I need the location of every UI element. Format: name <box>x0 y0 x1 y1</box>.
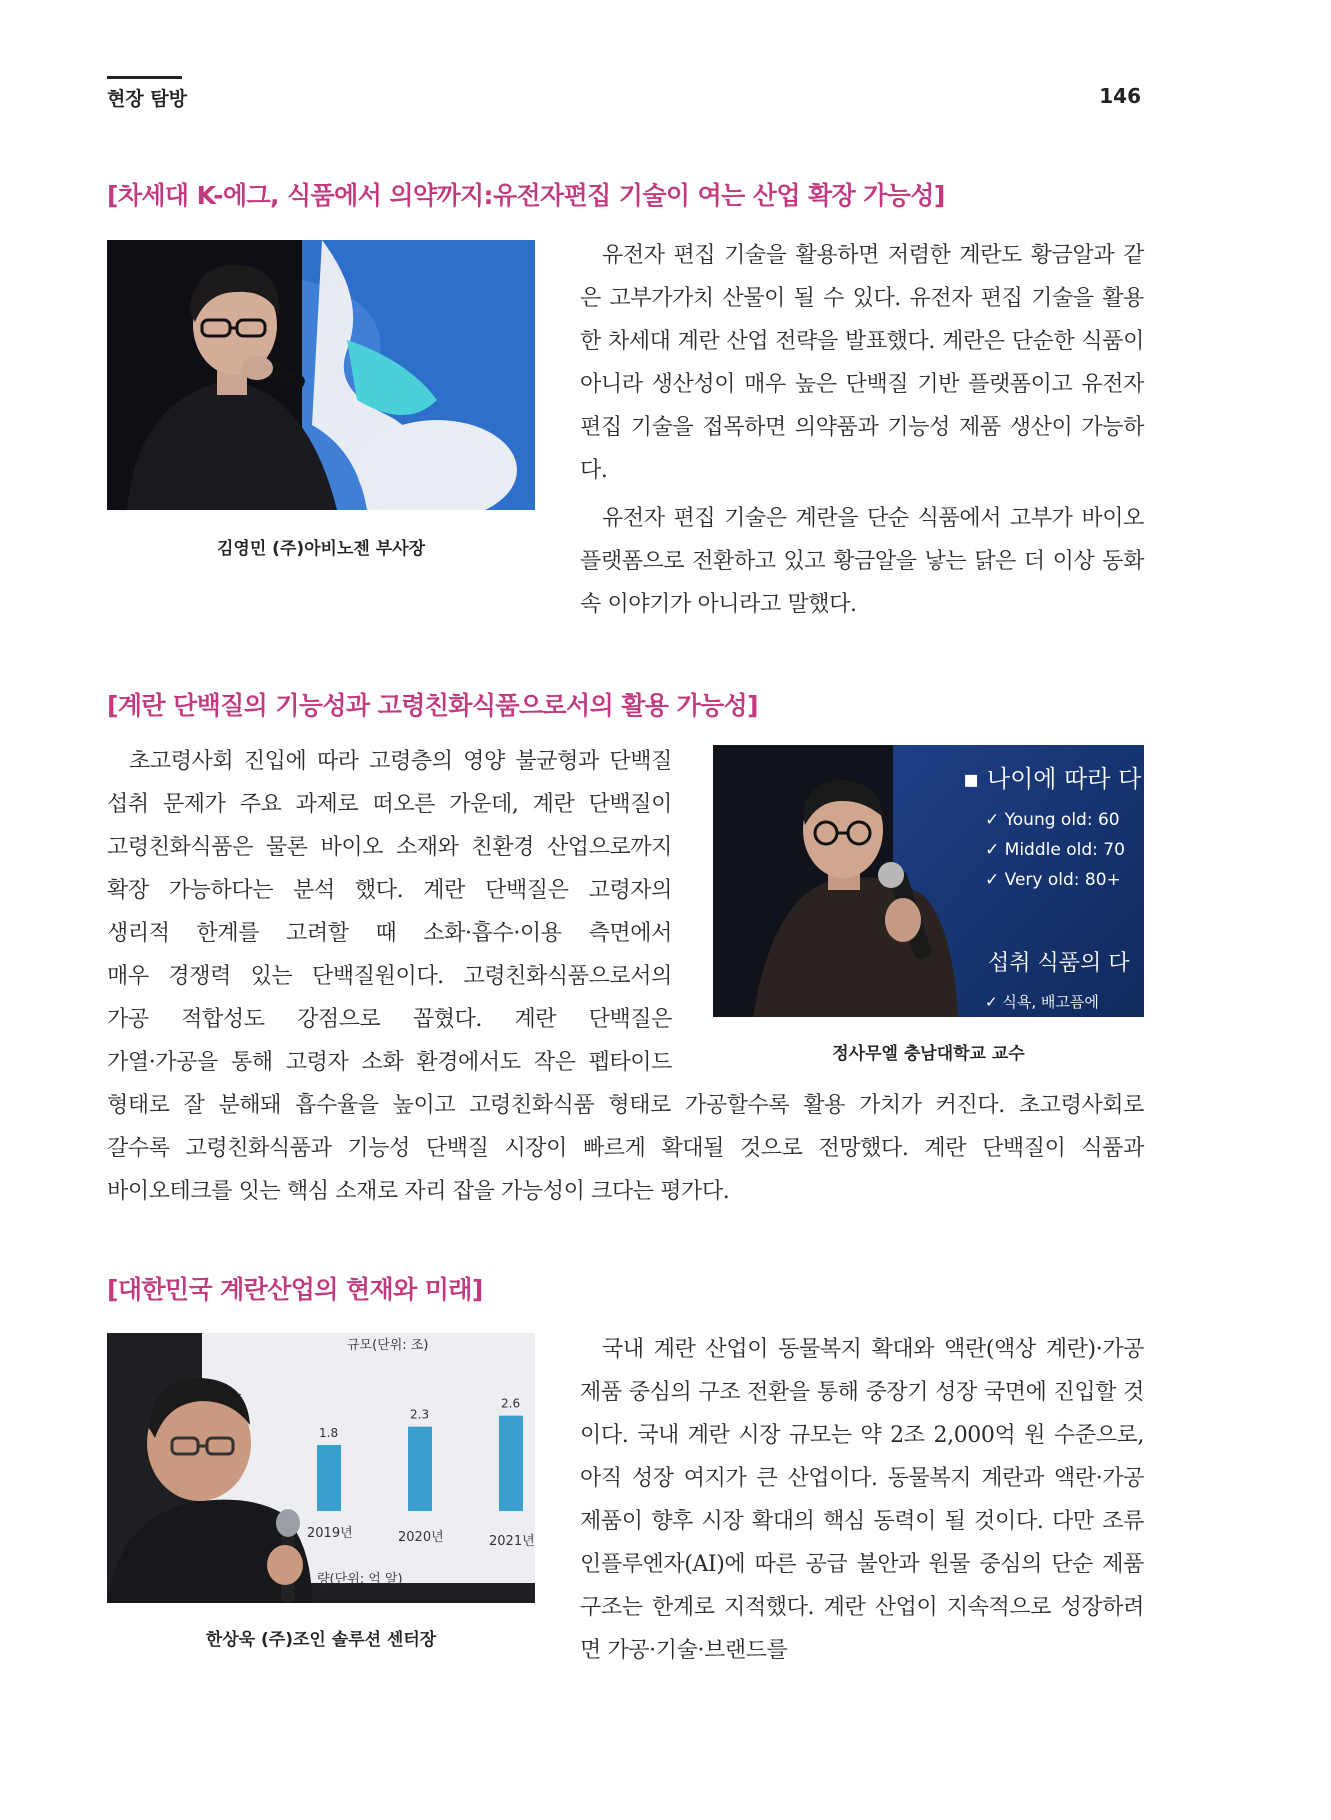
section2-line-6: 매우 경쟁력 있는 단백질원이다. 고령친화식품으로서의 <box>107 964 672 989</box>
slide-item-young: ✓ Young old: 60 <box>985 810 1120 830</box>
section1-body <box>580 234 1144 626</box>
caption-speaker-3: 한상욱 (주)조인 솔루션 센터장 <box>205 1630 437 1650</box>
chart-title: 규모(단위: 조) <box>347 1338 429 1353</box>
slide-item-very: ✓ Very old: 80+ <box>985 870 1121 890</box>
section1-heading: [차세대 K-에그, 식품에서 의약까지:유전자편집 기술이 여는 산업 확장 가능성] <box>107 181 945 210</box>
section2-line-1: 초고령사회 진입에 따라 고령층의 영양 불균형과 단백질 <box>129 749 672 774</box>
section2-line-3: 고령친화식품은 물론 바이오 소재와 친환경 산업으로까지 <box>107 835 672 860</box>
caption-speaker-1: 김영민 (주)아비노젠 부사장 <box>216 539 426 559</box>
chart-bar <box>499 1416 523 1511</box>
section3-body <box>580 1328 1144 1672</box>
section2-line-8: 가열·가공을 통해 고령자 소화 환경에서도 작은 펩타이드 <box>107 1050 672 1075</box>
photo-speaker-1 <box>107 240 535 510</box>
chart-bar <box>317 1445 341 1511</box>
chart-value-label: 2.3 <box>410 1407 430 1422</box>
photo-speaker-3-image <box>107 1333 535 1603</box>
section1-paragraph-2: 유전자 편집 기술은 계란을 단순 식품에서 고부가 바이오 플랫폼으로 전환하고 있고 황금알을 낳는 닭은 더 이상 동화 속 이야기가 아니라고 말했다. <box>580 506 1144 617</box>
chart-x-label: 2021년 <box>489 1534 535 1549</box>
section2-line-7: 가공 적합성도 강점으로 꼽혔다. 계란 단백질은 <box>107 1007 672 1032</box>
section2-body-narrow <box>107 740 672 1084</box>
page-number: 146 <box>1099 84 1141 108</box>
chart-bar <box>408 1427 432 1511</box>
section3-paragraph: 국내 계란 산업이 동물복지 확대와 액란(액상 계란)·가공 제품 중심의 구조 전환을 통해 중장기 성장 국면에 진입할 것이다. 국내 계란 시장 규모는 약 2조 2,000억 원 수준으로, 아직 성장 여지가 큰 산업이다. 동물복지 계란과 액란·가공 제품이 향후 시장 확대의 핵심 동력이 될 것이다. 다만 조류인플루엔자(AI)에 따른 공급 불안과 원물 중심의 단순 제품 구조는 한계로 지적했다. 계란 산업이 지속적으로 성장하려면 가공·기술·브랜드를 <box>580 1337 1144 1663</box>
photo-speaker-2 <box>713 745 1144 1017</box>
section-label: 현장 탐방 <box>107 88 188 110</box>
slide-subheading: 섭취 식품의 다 <box>988 951 1130 976</box>
photo-speaker-2-image <box>713 745 1144 1017</box>
section2-line-5: 생리적 한계를 고려할 때 소화·흡수·이용 측면에서 <box>107 921 672 946</box>
photo-speaker-3 <box>107 1333 535 1603</box>
slide-subitem: ✓ 식욕, 배고픔에 <box>985 993 1099 1011</box>
section3-heading: [대한민국 계란산업의 현재와 미래] <box>107 1275 483 1304</box>
section2-full-line-3: 바이오테크를 잇는 핵심 소재로 자리 잡을 가능성이 크다는 평가다. <box>107 1179 730 1204</box>
chart-x-label: 2020년 <box>398 1530 444 1545</box>
photo-speaker-1-image <box>107 240 535 510</box>
section2-heading: [계란 단백질의 기능성과 고령친화식품으로서의 활용 가능성] <box>107 691 758 720</box>
section2-line-2: 섭취 문제가 주요 과제로 떠오른 가운데, 계란 단백질이 <box>107 792 672 817</box>
section2-full-line-2: 갈수록 고령친화식품과 기능성 단백질 시장이 빠르게 확대될 것으로 전망했다. 계란 단백질이 식품과 <box>107 1136 1144 1161</box>
chart-value-label: 2.6 <box>501 1396 521 1411</box>
section1-paragraph-1: 유전자 편집 기술을 활용하면 저렴한 계란도 황금알과 같은 고부가가치 산물이 될 수 있다. 유전자 편집 기술을 활용한 차세대 계란 산업 전략을 발표했다. 계란은 단순한 식품이 아니라 생산성이 매우 높은 단백질 기반 플랫폼이고 유전자 편집 기술을 접목하면 의약품과 기능성 제품 생산이 가능하다. <box>580 243 1144 483</box>
chart-footer-label: 량(단위: 억 알) <box>317 1572 403 1587</box>
slide-item-middle: ✓ Middle old: 70 <box>985 840 1125 860</box>
caption-speaker-2: 정사무엘 충남대학교 교수 <box>832 1044 1025 1064</box>
chart-value-label: 1.8 <box>319 1426 339 1440</box>
section2-full-line-1: 형태로 잘 분해돼 흡수율을 높이고 고령친화식품 형태로 가공할수록 활용 가치가 커진다. 초고령사회로 <box>107 1093 1144 1118</box>
slide-bullet: ▪ 나이에 따라 다 <box>963 765 1142 793</box>
section2-line-4: 확장 가능하다는 분석 했다. 계란 단백질은 고령자의 <box>107 878 672 903</box>
header-rule <box>107 76 182 79</box>
chart-x-label: 2019년 <box>307 1526 353 1541</box>
